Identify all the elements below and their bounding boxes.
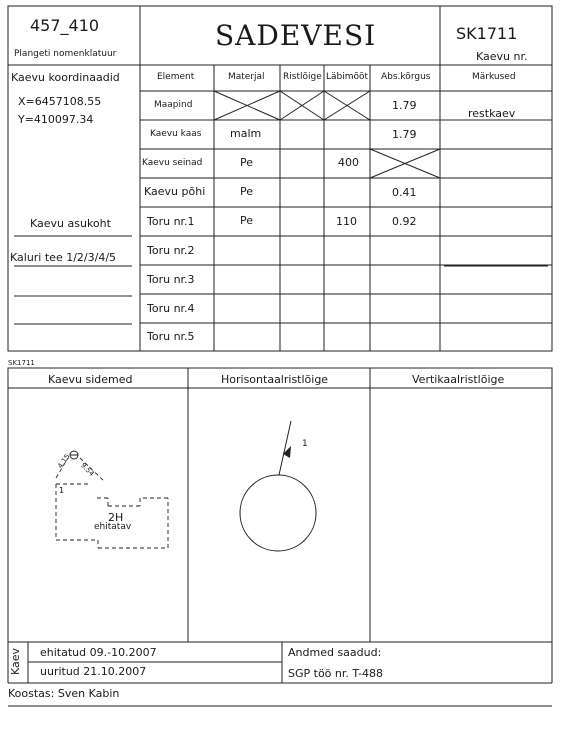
- row-abs: 0.92: [392, 215, 417, 228]
- col-title-sidemed: Kaevu sidemed: [48, 373, 133, 386]
- row-materjal: Pe: [240, 185, 254, 198]
- th-labimoot: Läbimõõt: [326, 72, 369, 82]
- footer-data-from-value: SGP töö nr. T-488: [288, 667, 384, 680]
- coord-x: X=6457108.55: [18, 95, 102, 108]
- row-labimoot: 400: [338, 156, 359, 169]
- row-markused: restkaev: [468, 107, 516, 120]
- row-element: Toru nr.2: [147, 244, 195, 257]
- row-abs: 0.41: [392, 186, 417, 199]
- row-materjal: Pe: [240, 156, 254, 169]
- footer-data-from-label: Andmed saadud:: [288, 646, 382, 659]
- row-element: Toru nr.3: [147, 273, 195, 286]
- small-sheet-label: SK1711: [8, 359, 35, 367]
- footer-built: ehitatud 09.-10.2007: [40, 646, 157, 659]
- sketch-dim-1: 4.15: [56, 452, 72, 471]
- footer-surveyed: uuritud 21.10.2007: [40, 665, 147, 678]
- sketch-dim-2: 9.54: [79, 461, 96, 478]
- building-label: 2H: [108, 511, 124, 524]
- coords-title: Kaevu koordinaadid: [11, 71, 120, 84]
- hcross-pipe-no: 1: [302, 439, 308, 449]
- row-materjal: Pe: [240, 214, 254, 227]
- map-code-label: Plangeti nomenklatuur: [14, 49, 117, 59]
- footer-author: Koostas: Sven Kabin: [8, 687, 120, 700]
- building-sub: ehitatav: [94, 522, 132, 532]
- col-title-horisontaal: Horisontaalristlõige: [221, 373, 329, 386]
- th-materjal: Materjal: [228, 72, 265, 82]
- address: Kaluri tee 1/2/3/4/5: [10, 251, 117, 264]
- row-labimoot: 110: [336, 215, 357, 228]
- row-element: Toru nr.4: [147, 302, 195, 315]
- footer-side-label: Kaev: [9, 647, 22, 675]
- th-markused: Märkused: [472, 72, 516, 82]
- page-title: SADEVESI: [215, 19, 377, 52]
- row-materjal: malm: [230, 127, 262, 140]
- th-element: Element: [157, 72, 195, 82]
- row-element: Toru nr.1: [147, 215, 195, 228]
- row-element: Kaevu seinad: [142, 158, 203, 168]
- row-abs: 1.79: [392, 99, 417, 112]
- th-ristloige: Ristlõige: [283, 72, 322, 82]
- sketch-pipe-no: 1: [59, 486, 65, 495]
- row-element: Kaevu kaas: [150, 129, 202, 139]
- well-id-label: Kaevu nr.: [476, 50, 528, 63]
- row-element: Toru nr.5: [147, 330, 195, 343]
- location-title: Kaevu asukoht: [30, 217, 111, 230]
- th-abs: Abs.kõrgus: [381, 72, 431, 82]
- row-element: Maapind: [154, 100, 193, 110]
- row-abs: 1.79: [392, 128, 417, 141]
- row-element: Kaevu põhi: [144, 185, 206, 198]
- map-code: 457_410: [30, 16, 100, 35]
- coord-y: Y=410097.34: [18, 113, 94, 126]
- well-id: SK1711: [456, 24, 518, 43]
- col-title-vertikaal: Vertikaalristlõige: [412, 373, 505, 386]
